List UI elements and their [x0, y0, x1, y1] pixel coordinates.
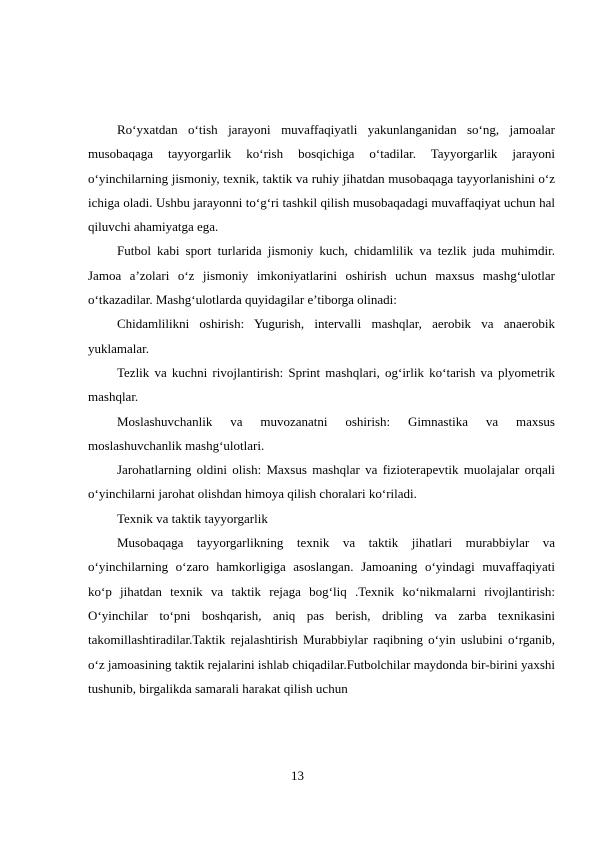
paragraph-endurance: Chidamlilikni oshirish: Yugurish, intervalli mashqlar, aerobik va anaerobik yuklamalar. [88, 316, 555, 356]
page-number: 13 [291, 768, 304, 783]
paragraph-physical-preparation: Futbol kabi sport turlarida jismoniy kuch, chidamlilik va tezlik juda muhimdir. Jamoa a’zolari o‘z jismoniy imkoniyatlarini oshirish uchun maxsus mashg‘ulotlar o‘tkazadilar. Mashg‘ulotlarda quyidagilar e’tiborga olinadi: [88, 243, 555, 308]
paragraph-flexibility-balance: Moslashuvchanlik va muvozanatni oshirish: Gimnastika va maxsus moslashuvchanlik mashg‘ulotlari. [88, 413, 555, 453]
paragraph-registration-completion: Ro‘yxatdan o‘tish jarayoni muvaffaqiyatli yakunlanganidan so‘ng, jamoalar musobaqaga tayyorgarlik ko‘rish bosqichiga o‘tadilar. Tayyorgarlik jarayoni o‘yinchilarning jismoniy, texnik, taktik va ruhiy jihatdan musobaqaga tayyorlanishini o‘z ichiga oladi. Ushbu jarayonni to‘g‘ri tashkil qilish musobaqadagi muvaffaqiyat uchun hal qiluvchi ahamiyatga ega. [88, 122, 555, 235]
section-heading-technical-tactical: Texnik va taktik tayyorgarlik [117, 510, 268, 526]
paragraph-speed-strength: Tezlik va kuchni rivojlantirish: Sprint mashqlari, og‘irlik ko‘tarish va plyometrik mashqlar. [88, 364, 555, 405]
paragraph-technical-tactical: Musobaqaga tayyorgarlikning texnik va taktik jihatlari murabbiylar va o‘yinchilarning o‘zaro hamkorligiga asoslangan. Jamoaning o‘yindagi muvaffaqiyati ko‘p jihatdan texnik va taktik rejaga bog‘liq .Texnik ko‘nikmalarni rivojlantirish: O‘yinchilar to‘pni boshqarish, aniq pas berish, dribling va zarba texnikasini takomillashtiradilar.Taktik rejalashtirish Murabbiylar raqibning o‘yin uslubini o‘rganib, o‘z jamoasining taktik rejalarini ishlab chiqadilar.Futbolchilar maydonda bir-birini yaxshi tushunib, birgalikda samarali harakat qilish uchun [88, 535, 555, 696]
document-body [88, 118, 555, 701]
paragraph-injury-prevention: Jarohatlarning oldini olish: Maxsus mashqlar va fizioterapevtik muolajalar orqali o‘yinchilarni jarohat olishdan himoya qilish choralari ko‘riladi. [88, 462, 555, 502]
